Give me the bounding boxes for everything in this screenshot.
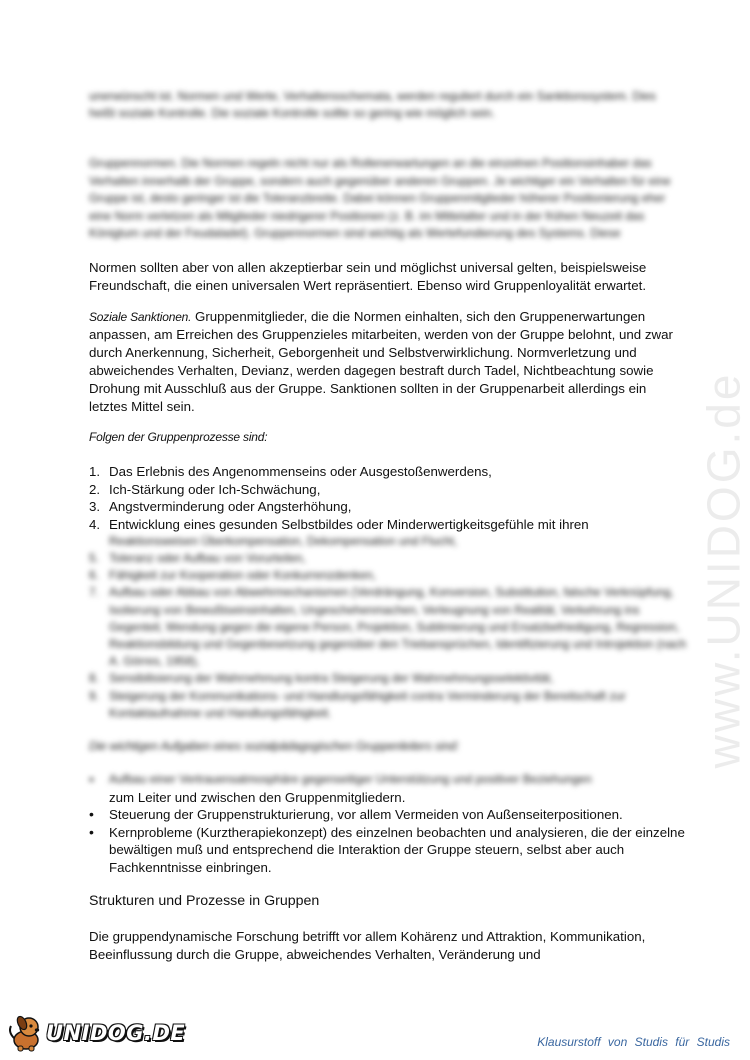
list-item: 4. Entwicklung eines gesunden Selbstbildes oder Minderwertigkeitsgefühle mit ihren bbox=[89, 516, 589, 532]
list-item: 6. Fähigkeit zur Kooperation oder Konkurrenzdenken, bbox=[89, 568, 376, 583]
list-item: 3. Angstverminderung oder Angsterhöhung, bbox=[89, 499, 352, 514]
unidog-logo bbox=[6, 1014, 185, 1052]
list-item: 2. Ich-Stärkung oder Ich-Schwächung, bbox=[89, 481, 321, 497]
list-heading-group-process-effects: Folgen der Gruppenprozesse sind: bbox=[89, 430, 268, 444]
list-item: 1. Das Erlebnis des Angenommenseins oder Ausgestoßenwerdens, bbox=[89, 464, 492, 479]
paragraph-group-dynamics: Die gruppendynamische Forschung betrifft vor allem Kohärenz und Attraktion, Kommunikation, Beeinflussung durch die Gruppe, abweichendes Verhalten, Veränderung und bbox=[89, 929, 646, 962]
list-item: • Kernprobleme (Kurztherapiekonzept) des einzelnen beobachten und analysieren, die der einzelne bewältigen muß und entsprechend die Interaktion der Gruppe steuern, selbst aber auch Fachkenntnisse einbringen. bbox=[89, 823, 685, 875]
list-item: 8. Sensibilisierung der Wahrnehmung kontra Steigerung der Wahrnehmungsselektivität, bbox=[89, 671, 554, 686]
term-social-sanctions: Soziale Sanktionen. bbox=[89, 310, 192, 324]
leader-tasks-list bbox=[89, 771, 689, 876]
list-item-continuation: zum Leiter und zwischen den Gruppenmitgliedern. bbox=[109, 789, 406, 805]
paragraph-social-control: unerwünscht ist. Normen und Werte, Verhaltensschemata, werden reguliert durch ein Sanktionssystem. Dies heißt soziale Kontrolle. Die soziale Kontrolle sollte so gering wie möglich sein. bbox=[89, 89, 656, 120]
paragraph-group-norms-line2: Freundschaft, die einen universalen Wert repräsentiert. Ebenso wird Gruppenloyalität erwartet. bbox=[89, 278, 647, 293]
list-item: • Steuerung der Gruppenstrukturierung, vor allem Vermeiden von Außenseiterpositionen. bbox=[89, 806, 623, 822]
list-item-continuation: Reaktionsweisen Überkompensation, Dekompensation und Flucht, bbox=[109, 534, 458, 548]
paragraph-group-norms-blurred: Gruppennormen. Die Normen regeln nicht nur als Rollenerwartungen an die einzelnen Positionsinhaber das Verhalten innerhalb der Gruppe, sondern auch gegenüber anderen Gruppen. Je wichtiger ein Verhalten für eine Gruppe ist, desto geringer ist die Toleranzbreite. Dabei können Gruppenmitglieder höherer Positionierung eher eine Norm verletzen als Mitglieder niedrigerer Positionen (z. B. im Mittelalter und in der frühen Neuzeit das Königtum und der Feudaladel). Gruppennormen sind wichtig als Wertefundierung des Systems. Diese bbox=[89, 156, 671, 241]
footer-tagline: Klausurstoff von Studis für Studis bbox=[537, 1035, 730, 1049]
effects-list bbox=[89, 463, 689, 722]
list-item: • Aufbau einer Vertrauensatmosphäre gegenseitiger Unterstützung und positiver Beziehungen bbox=[89, 771, 592, 787]
watermark-text: www.UNIDOG.de bbox=[697, 371, 750, 769]
section-heading: Strukturen und Prozesse in Gruppen bbox=[89, 893, 320, 909]
paragraph-group-norms-line1: Normen sollten aber von allen akzeptierbar sein und möglichst universal gelten, beispielsweise bbox=[89, 260, 647, 275]
list-item: 7. Aufbau oder Abbau von Abwehrmechanismen (Verdrängung, Konversion, Substitution, falsche Verknüpfung, Isolierung von Bewußtseinsinhalten, Ungeschehenmachen, Verleugnung von Realität, Verkehrung ins Gegenteil, Wendung gegen die eigene Person, Projektion, Sublimierung und Ersatzbefriedigung, Regression, Reaktionsbildung und Gegenbesetzung gegenüber den Triebansprüchen, Identifizierung und Introjektion (nach A. Görres, 1958), bbox=[89, 585, 687, 669]
list-item: 5. Toleranz oder Aufbau von Vorurteilen, bbox=[89, 551, 306, 565]
dog-mascot-icon bbox=[6, 1014, 48, 1052]
social-sanctions-text: Gruppenmitglieder, die die Normen einhalten, sich den Gruppenerwartungen anpassen, am Erreichen des Gruppenzieles mitarbeiten, werden von der Gruppe belohnt, und zwar durch Anerkennung, Sicherheit, Geborgenheit und Selbstverwirklichung. Normverletzung und abweichendes Verhalten, Devianz, werden dagegen bestraft durch Tadel, Nichtbeachtung sowie Drohung mit Ausschluß aus der Gruppe. Sanktionen sollten in der Gruppenarbeit allerdings ein letztes Mittel sein. bbox=[89, 309, 673, 414]
list-item: 9. Steigerung der Kommunikations- und Handlungsfähigkeit contra Verminderung der Bereitschaft zur Kontaktaufnahme und Handlungsfähigkeit. bbox=[89, 688, 626, 720]
list-heading-leader-tasks: Die wichtigen Aufgaben eines sozialpädagogischen Gruppenleiters sind: bbox=[89, 739, 460, 753]
blurred-list-items bbox=[89, 550, 689, 722]
brand-logo-text: UNIDOG.DE bbox=[46, 1021, 186, 1045]
paragraph-social-sanctions bbox=[89, 308, 684, 416]
